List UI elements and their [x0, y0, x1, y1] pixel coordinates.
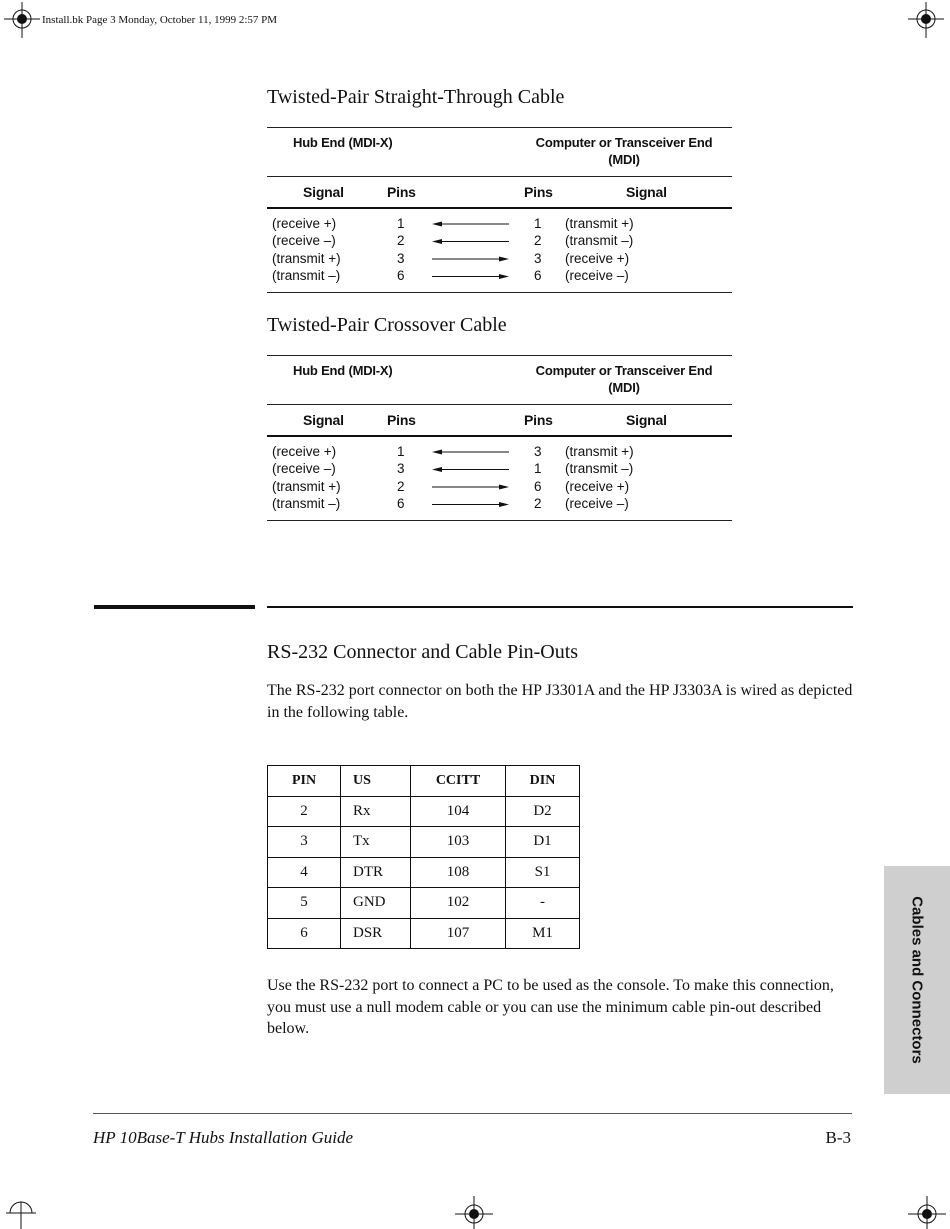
arrow-left-icon	[432, 239, 509, 244]
ccitt-cell: 108	[411, 857, 506, 888]
arrow-right-icon	[432, 274, 509, 279]
computer-end-subheading: (MDI)	[608, 152, 640, 167]
signal-column-header: Signal	[626, 184, 667, 200]
computer-end-subheading: (MDI)	[608, 380, 640, 395]
table-row	[268, 888, 580, 919]
pin-cell: 6	[534, 479, 542, 494]
pin-cell: 6	[397, 268, 405, 283]
computer-end-heading: Computer or Transceiver End	[535, 135, 713, 150]
signal-cell: (receive –)	[565, 268, 629, 283]
registration-mark-icon	[4, 2, 40, 38]
table-bottom-rule	[267, 292, 732, 293]
signal-cell: (receive –)	[272, 461, 336, 476]
section-rule	[267, 606, 853, 608]
signal-column-header: Signal	[303, 412, 344, 428]
registration-mark-icon	[908, 1196, 946, 1229]
computer-end-heading: Computer or Transceiver End	[535, 363, 713, 378]
print-header: Install.bk Page 3 Monday, October 11, 1999 2:57 PM	[42, 14, 278, 26]
signal-cell: (transmit +)	[565, 444, 634, 459]
pin-cell: 6	[534, 268, 542, 283]
pins-column-header: Pins	[387, 184, 416, 200]
din-cell: S1	[506, 857, 580, 888]
header-divider	[267, 404, 732, 405]
pins-column-header: Pins	[387, 412, 416, 428]
pin-cell: 3	[397, 461, 405, 476]
signal-cell: (transmit –)	[565, 461, 634, 476]
footer-rule	[93, 1113, 852, 1114]
signal-column-header: Signal	[626, 412, 667, 428]
side-tab-label: Cables and Connectors	[908, 896, 926, 1064]
signal-arrows	[430, 215, 512, 285]
table-top-rule	[267, 127, 732, 128]
pin-cell: 6	[397, 496, 405, 511]
header-bottom-rule	[267, 435, 732, 437]
arrow-left-icon	[432, 222, 509, 227]
table-top-rule	[267, 355, 732, 356]
hub-end-heading: Hub End (MDI-X)	[293, 363, 393, 378]
pin-cell: 1	[397, 444, 405, 459]
signal-cell: (receive +)	[272, 216, 337, 231]
arrow-right-icon	[432, 502, 509, 507]
pin-cell: 1	[534, 461, 542, 476]
us-cell: Rx	[341, 796, 411, 827]
pin-cell: 3	[268, 827, 341, 858]
arrow-left-icon	[432, 450, 509, 455]
signal-cell: (receive +)	[565, 479, 630, 494]
pins-column-header: Pins	[524, 184, 553, 200]
us-column-header: US	[341, 766, 411, 797]
registration-mark-icon	[455, 1196, 493, 1229]
signal-cell: (transmit –)	[272, 268, 341, 283]
footer-title: HP 10Base-T Hubs Installation Guide	[93, 1128, 354, 1147]
rs232-title: RS-232 Connector and Cable Pin-Outs	[267, 641, 579, 663]
signal-arrows	[430, 443, 512, 513]
signal-cell: (receive –)	[272, 233, 336, 248]
din-cell: M1	[506, 918, 580, 949]
us-cell: Tx	[341, 827, 411, 858]
din-column-header: DIN	[506, 766, 580, 797]
crossover-title: Twisted-Pair Crossover Cable	[267, 314, 507, 336]
arrow-left-icon	[432, 467, 509, 472]
ccitt-cell: 103	[411, 827, 506, 858]
us-cell: DSR	[341, 918, 411, 949]
straight-through-title: Twisted-Pair Straight-Through Cable	[267, 86, 565, 108]
us-cell: GND	[341, 888, 411, 919]
chapter-side-tab	[884, 866, 950, 1094]
pin-cell: 5	[268, 888, 341, 919]
pin-cell: 2	[397, 479, 405, 494]
signal-cell: (receive +)	[272, 444, 337, 459]
registration-mark-icon	[908, 2, 944, 38]
arrow-right-icon	[432, 257, 509, 262]
pins-column-header: Pins	[524, 412, 553, 428]
table-row	[268, 857, 580, 888]
table-bottom-rule	[267, 520, 732, 521]
header-bottom-rule	[267, 207, 732, 209]
pin-cell: 2	[534, 233, 542, 248]
table-row	[268, 918, 580, 949]
table-row	[268, 796, 580, 827]
signal-column-header: Signal	[303, 184, 344, 200]
signal-cell: (transmit +)	[272, 479, 341, 494]
din-cell: D1	[506, 827, 580, 858]
pin-cell: 3	[397, 251, 405, 266]
din-cell: -	[506, 888, 580, 919]
pin-cell: 4	[268, 857, 341, 888]
page-number: B-3	[825, 1128, 851, 1147]
din-cell: D2	[506, 796, 580, 827]
ccitt-cell: 107	[411, 918, 506, 949]
arrow-right-icon	[432, 485, 509, 490]
signal-cell: (receive +)	[565, 251, 630, 266]
pin-cell: 3	[534, 251, 542, 266]
pin-cell: 6	[268, 918, 341, 949]
header-divider	[267, 176, 732, 177]
signal-cell: (transmit +)	[272, 251, 341, 266]
signal-cell: (transmit –)	[565, 233, 634, 248]
rs232-pinout-table	[267, 765, 580, 949]
pin-cell: 3	[534, 444, 542, 459]
section-bar	[94, 605, 255, 609]
pin-column-header: PIN	[268, 766, 341, 797]
crop-mark-icon	[6, 1196, 36, 1229]
pin-cell: 2	[397, 233, 405, 248]
ccitt-column-header: CCITT	[411, 766, 506, 797]
table-row	[268, 827, 580, 858]
ccitt-cell: 102	[411, 888, 506, 919]
signal-cell: (receive –)	[565, 496, 629, 511]
pin-cell: 2	[268, 796, 341, 827]
rs232-closing-paragraph: Use the RS-232 port to connect a PC to be used as the console. To make this connection, you must use a null modem cable or you can use the minimum cable pin-out described below.	[267, 977, 834, 1037]
hub-end-heading: Hub End (MDI-X)	[293, 135, 393, 150]
pin-cell: 1	[397, 216, 405, 231]
pin-cell: 1	[534, 216, 542, 231]
rs232-intro: The RS-232 port connector on both the HP J3301A and the HP J3303A is wired as depicted in the following table.	[267, 682, 853, 721]
us-cell: DTR	[341, 857, 411, 888]
signal-cell: (transmit –)	[272, 496, 341, 511]
table-header-row	[268, 766, 580, 797]
ccitt-cell: 104	[411, 796, 506, 827]
signal-cell: (transmit +)	[565, 216, 634, 231]
pin-cell: 2	[534, 496, 542, 511]
